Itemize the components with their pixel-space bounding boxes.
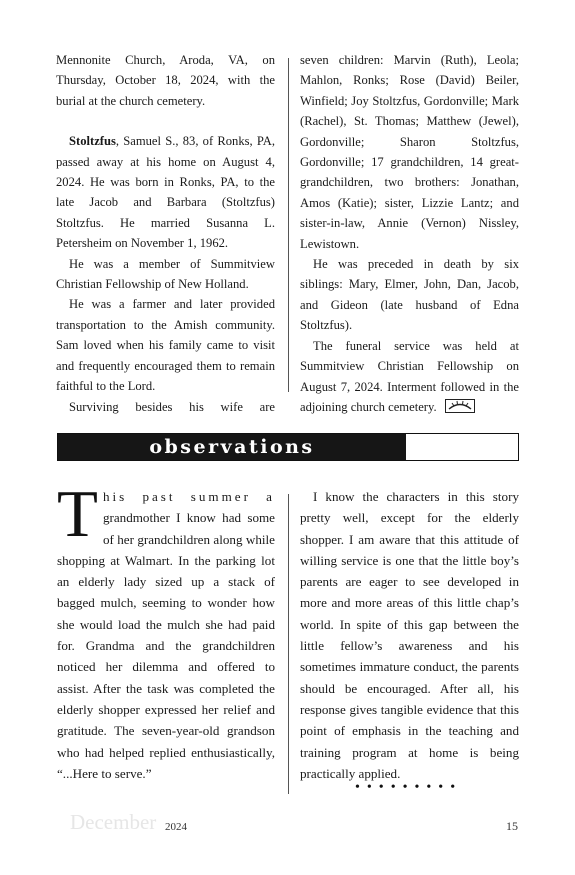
- observations-paragraph: I know the characters in this story pretty well, except for the elderly shopper. I am aware that this attitude of willing service is one that the little boy’s parents are eager to see developed in more and more areas of this little chap’s world. In spite of this gap between the little fellow’s awareness and his sometimes immature conduct, the parents should be encouraged. After all, his response gives tangible evidence that this point of emphasis in the teaching and training program at home is being practically applied.: [300, 489, 519, 781]
- separator-dots: •••••••••: [355, 780, 463, 795]
- obituary-paragraph: He was preceded in death by six siblings: Mary, Elmer, John, Dan, Jacob, and Gideon (late husband of Edna Stoltzfus).: [300, 257, 519, 333]
- observations-body: grandmother I know had some of her grandchildren along while shopping at Walmart. In the parking lot an elderly lady sized up a stack of bagged mulch, seeming to wonder how she would load the mulch she had paid for. Grandma and the grandchildren noticed her dilemma and offered to assist. After the task was completed the elderly shopper expressed her relief and gratitude. The seven-year-old grandson who had helped replied enthusiastically, “...Here to serve.”: [57, 510, 275, 781]
- observations-column-left: [57, 477, 275, 784]
- footer-month: December: [70, 810, 157, 834]
- banner-fill: [58, 434, 406, 460]
- column-divider: [288, 58, 289, 392]
- drop-cap: T: [57, 477, 98, 551]
- obituary-paragraph: [300, 336, 519, 418]
- obituary-paragraph: [56, 131, 275, 253]
- obituary-paragraph: Mennonite Church, Aroda, VA, on Thursday, October 18, 2024, with the burial at the church cemetery.: [56, 53, 275, 108]
- obituary-column-right: [300, 50, 519, 417]
- observations-column-right: [300, 486, 519, 784]
- footer-year: 2024: [165, 821, 187, 833]
- page-number: 15: [506, 819, 518, 833]
- obituary-paragraph: He was a member of Summitview Christian Fellowship of New Holland.: [56, 256, 275, 292]
- obituary-paragraph: He was a farmer and later provided transportation to the Amish community. Sam loved when his family came to visit and frequently encouraged them to remain faithful to the Lord.: [56, 297, 275, 394]
- section-title: observations: [149, 436, 315, 458]
- obituary-paragraph: Surviving besides his wife are: [69, 399, 275, 414]
- obituary-text: The funeral service was held at Summitview Christian Fellowship on August 7, 2024. Interment followed in the adjoining church cemetery.: [300, 338, 519, 414]
- obituary-column-left: [56, 50, 275, 417]
- end-mark-icon: [445, 399, 475, 413]
- section-banner: [57, 433, 519, 461]
- lead-line: his past summer a: [102, 489, 275, 504]
- obituary-text: , Samuel S., 83, of Ronks, PA, passed away at his home on August 4, 2024. He was born in Ronks, PA, to the late Jacob and Barbara (Stoltzfus) Stoltzfus. He married Susanna L. Petersheim on November 1, 1962.: [56, 134, 275, 251]
- obituary-name: Stoltzfus: [69, 134, 116, 149]
- obituary-paragraph: seven children: Marvin (Ruth), Leola; Mahlon, Ronks; Rose (David) Beiler, Winfield; Joy Stoltzfus, Gordonville; Mark (Rachel), St. Thomas; Matthew (Jewel), Gordonville; Sharon Stoltzfus, Gordonville; 17 grandchildren, 14 great-grandchildren, two brothers: Jonathan, Amos (Katie); sister, Lizzie Lantz; and sister-in-law, Annie (Vernon) Nissley, Lewistown.: [300, 53, 519, 251]
- column-divider: [288, 494, 289, 794]
